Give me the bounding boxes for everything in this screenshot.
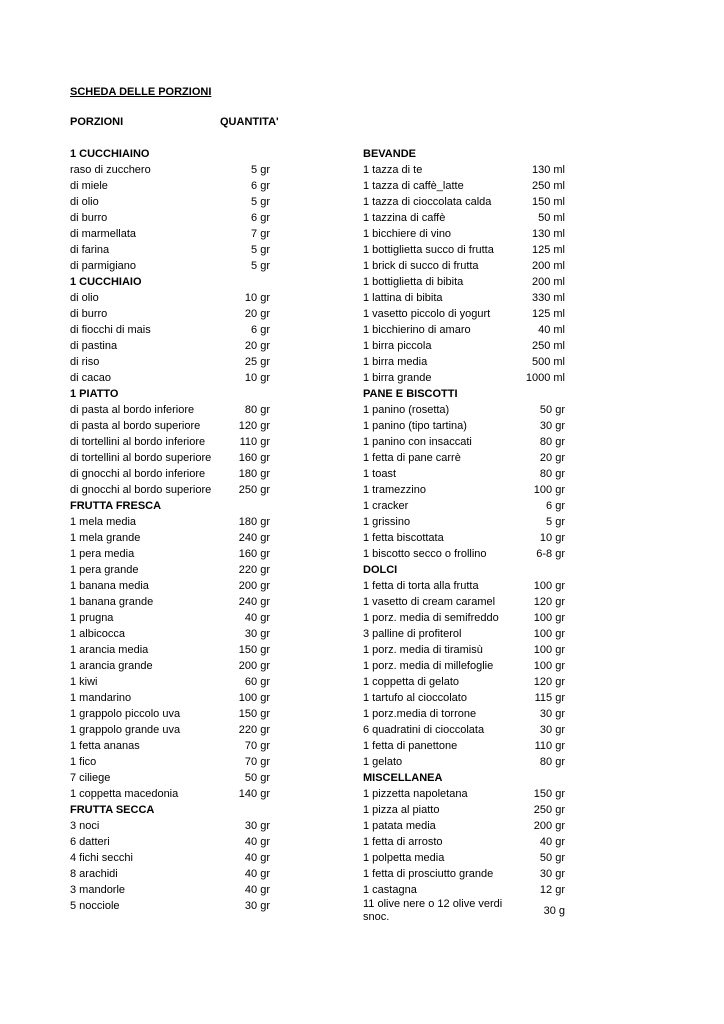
portion-row — [70, 626, 270, 642]
portion-quantity: 6 gr — [251, 324, 270, 336]
portion-row — [70, 786, 270, 802]
portion-quantity: 1000 ml — [525, 372, 565, 384]
portion-row — [363, 610, 565, 626]
portion-quantity: 115 gr — [534, 692, 565, 704]
portion-quantity: 40 gr — [244, 868, 270, 880]
portion-quantity: 80 gr — [244, 404, 270, 416]
section-heading — [70, 274, 270, 290]
portion-row — [363, 434, 565, 450]
section-heading — [70, 802, 270, 818]
portion-row — [363, 594, 565, 610]
portion-row — [70, 418, 270, 434]
portion-row — [363, 818, 565, 834]
portion-quantity: 500 ml — [531, 356, 565, 368]
portion-quantity: 150 ml — [531, 196, 565, 208]
portion-quantity: 80 gr — [539, 436, 565, 448]
portion-name: di gnocchi al bordo superiore — [70, 484, 212, 496]
portion-row — [363, 802, 565, 818]
portion-row — [363, 338, 565, 354]
portion-row — [70, 242, 270, 258]
portion-quantity: 250 ml — [531, 340, 565, 352]
portion-name: 1 tazza di caffè_latte — [363, 180, 464, 192]
portion-name: di olio — [70, 292, 99, 304]
portion-name: 1 albicocca — [70, 628, 126, 640]
portion-name: di pasta al bordo superiore — [70, 420, 201, 432]
section-heading — [363, 562, 565, 578]
section-heading — [70, 498, 270, 514]
portion-row — [70, 178, 270, 194]
portion-row — [70, 834, 270, 850]
portion-row — [70, 738, 270, 754]
portion-name: 1 fetta di panettone — [363, 740, 458, 752]
portion-name: 1 coppetta macedonia — [70, 788, 179, 800]
portion-row — [363, 882, 565, 898]
portion-quantity: 40 ml — [538, 324, 565, 336]
portion-quantity: 120 gr — [238, 420, 270, 432]
portion-quantity: 30 gr — [244, 820, 270, 832]
portion-name: 4 fichi secchi — [70, 852, 133, 864]
portion-name: 1 bicchierino di amaro — [363, 324, 471, 336]
portion-name: 1 panino (rosetta) — [363, 404, 450, 416]
portion-name: 1 castagna — [363, 884, 417, 896]
portion-name: raso di zucchero — [70, 164, 151, 176]
portion-name: 1 mela grande — [70, 532, 141, 544]
portion-row — [70, 706, 270, 722]
portion-name: 1 pizza al piatto — [363, 804, 440, 816]
portion-quantity: 330 ml — [531, 292, 565, 304]
portion-quantity: 100 gr — [533, 628, 565, 640]
portion-row — [70, 514, 270, 530]
left-portion-column — [70, 146, 270, 914]
portion-name: 1 tazza di te — [363, 164, 423, 176]
portion-name: 1 grappolo piccolo uva — [70, 708, 181, 720]
portion-quantity: 100 gr — [533, 660, 565, 672]
portion-name: 6 datteri — [70, 836, 110, 848]
portion-row — [363, 866, 565, 882]
portion-row — [70, 210, 270, 226]
portion-name: 1 fico — [70, 756, 97, 768]
portion-row — [70, 642, 270, 658]
portion-quantity: 60 gr — [244, 676, 270, 688]
portion-row — [70, 562, 270, 578]
portion-row — [70, 770, 270, 786]
portion-row — [363, 674, 565, 690]
portion-quantity: 140 gr — [238, 788, 270, 800]
portion-name: 1 arancia grande — [70, 660, 153, 672]
portion-row — [363, 290, 565, 306]
portion-row — [363, 722, 565, 738]
portion-quantity: 100 gr — [533, 644, 565, 656]
portion-row — [363, 578, 565, 594]
portion-row — [363, 418, 565, 434]
portion-name: 1 tazzina di caffè — [363, 212, 446, 224]
portion-quantity: 200 ml — [531, 276, 565, 288]
portion-quantity: 70 gr — [244, 756, 270, 768]
portion-row — [70, 354, 270, 370]
portion-quantity: 50 gr — [244, 772, 270, 784]
section-title: 1 CUCCHIAIO — [70, 276, 142, 288]
portion-row — [70, 898, 270, 914]
portion-quantity: 160 gr — [238, 548, 270, 560]
portion-quantity: 30 gr — [539, 868, 565, 880]
portion-quantity: 150 gr — [533, 788, 565, 800]
portion-name: 1 gelato — [363, 756, 403, 768]
section-heading — [363, 386, 565, 402]
section-heading — [70, 146, 270, 162]
portion-name: 1 toast — [363, 468, 397, 480]
portion-row — [363, 658, 565, 674]
portion-quantity: 120 gr — [533, 676, 565, 688]
portion-quantity: 120 gr — [533, 596, 565, 608]
portion-quantity: 80 gr — [539, 468, 565, 480]
portion-quantity: 30 gr — [244, 628, 270, 640]
portion-quantity: 240 gr — [238, 596, 270, 608]
section-heading — [70, 386, 270, 402]
portion-quantity: 5 gr — [251, 260, 270, 272]
portion-quantity: 50 gr — [539, 404, 565, 416]
portion-quantity: 6 gr — [251, 212, 270, 224]
portion-quantity: 40 gr — [244, 836, 270, 848]
portion-row — [363, 498, 565, 514]
portion-row — [70, 258, 270, 274]
portion-quantity: 200 gr — [533, 820, 565, 832]
portion-name: 1 coppetta di gelato — [363, 676, 460, 688]
portion-row — [363, 626, 565, 642]
portion-row — [70, 674, 270, 690]
portion-name: 1 birra media — [363, 356, 428, 368]
portion-quantity: 200 ml — [531, 260, 565, 272]
portion-row — [363, 194, 565, 210]
portion-row — [363, 850, 565, 866]
portion-name: 1 porz. media di semifreddo — [363, 612, 499, 624]
portion-row — [363, 402, 565, 418]
portion-name: 1 bottiglietta succo di frutta — [363, 244, 494, 256]
portion-quantity: 130 ml — [531, 164, 565, 176]
portion-row — [70, 754, 270, 770]
portion-name: 1 porz. media di millefoglie — [363, 660, 494, 672]
portion-quantity: 180 gr — [238, 468, 270, 480]
portion-name: 1 lattina di bibita — [363, 292, 443, 304]
portion-name: di marmellata — [70, 228, 137, 240]
portion-quantity: 250 gr — [238, 484, 270, 496]
section-title: DOLCI — [363, 564, 398, 576]
portion-row — [363, 322, 565, 338]
portion-row — [363, 834, 565, 850]
portion-name: 7 ciliege — [70, 772, 111, 784]
portion-quantity: 10 gr — [244, 292, 270, 304]
portion-name: 3 mandorle — [70, 884, 126, 896]
portion-row — [70, 434, 270, 450]
portion-name: 1 tramezzino — [363, 484, 426, 496]
portion-row — [70, 578, 270, 594]
portion-quantity: 25 gr — [244, 356, 270, 368]
portion-row — [70, 290, 270, 306]
portion-quantity: 130 ml — [531, 228, 565, 240]
portion-quantity: 80 gr — [539, 756, 565, 768]
portion-row — [363, 178, 565, 194]
portions-header: PORZIONI — [70, 116, 124, 128]
section-heading — [363, 146, 565, 162]
portion-quantity: 125 ml — [531, 244, 565, 256]
portion-name: di pasta al bordo inferiore — [70, 404, 195, 416]
portion-row — [363, 642, 565, 658]
portion-quantity: 20 gr — [244, 340, 270, 352]
portion-quantity: 110 gr — [534, 740, 565, 752]
portion-quantity: 240 gr — [238, 532, 270, 544]
portion-name: 1 fetta di arrosto — [363, 836, 443, 848]
portion-name: 1 fetta di prosciutto grande — [363, 868, 494, 880]
portion-quantity: 5 gr — [546, 516, 565, 528]
portion-row — [70, 162, 270, 178]
portion-row — [363, 354, 565, 370]
portion-name: 1 birra piccola — [363, 340, 432, 352]
portion-row — [363, 530, 565, 546]
portion-quantity: 220 gr — [238, 724, 270, 736]
portion-name: 1 grissino — [363, 516, 411, 528]
portion-name: di burro — [70, 308, 108, 320]
portion-name: 1 prugna — [70, 612, 114, 624]
portion-name: 1 tazza di cioccolata calda — [363, 196, 492, 208]
section-title: 1 CUCCHIAINO — [70, 148, 150, 160]
portion-quantity: 125 ml — [531, 308, 565, 320]
quantity-header: QUANTITA' — [220, 116, 279, 128]
portion-quantity: 160 gr — [238, 452, 270, 464]
portion-row — [363, 514, 565, 530]
portion-name: 1 birra grande — [363, 372, 432, 384]
portion-row — [363, 162, 565, 178]
portion-quantity: 5 gr — [251, 244, 270, 256]
portion-quantity: 40 gr — [539, 836, 565, 848]
portion-quantity: 20 gr — [539, 452, 565, 464]
portion-row — [363, 370, 565, 386]
portion-name: 1 kiwi — [70, 676, 98, 688]
portion-row — [363, 786, 565, 802]
portion-row — [70, 658, 270, 674]
portion-quantity: 100 gr — [533, 612, 565, 624]
portion-row — [70, 322, 270, 338]
portion-row — [363, 690, 565, 706]
portion-name: 1 pizzetta napoletana — [363, 788, 468, 800]
portion-name: di olio — [70, 196, 99, 208]
portion-quantity: 10 gr — [244, 372, 270, 384]
portion-row — [70, 370, 270, 386]
section-title: FRUTTA SECCA — [70, 804, 155, 816]
portion-quantity: 200 gr — [238, 580, 270, 592]
portion-quantity: 10 gr — [539, 532, 565, 544]
right-portion-column — [363, 146, 565, 926]
portion-row — [70, 594, 270, 610]
portion-name: 1 polpetta media — [363, 852, 445, 864]
portion-quantity: 40 gr — [244, 852, 270, 864]
portion-quantity: 200 gr — [238, 660, 270, 672]
portion-quantity: 30 gr — [539, 708, 565, 720]
portion-quantity: 12 gr — [539, 884, 565, 896]
portion-name: 6 quadratini di cioccolata — [363, 724, 485, 736]
portion-name: di cacao — [70, 372, 111, 384]
portion-quantity: 30 gr — [539, 724, 565, 736]
portion-quantity: 5 gr — [251, 164, 270, 176]
portion-name: 1 pera media — [70, 548, 135, 560]
portion-name: 5 nocciole — [70, 900, 120, 912]
portion-row — [363, 546, 565, 562]
portion-row — [70, 722, 270, 738]
section-title: FRUTTA FRESCA — [70, 500, 162, 512]
portion-row — [70, 306, 270, 322]
portion-row — [363, 226, 565, 242]
portion-quantity: 30 gr — [244, 900, 270, 912]
portion-row — [70, 818, 270, 834]
portion-name: 1 porz.media di torrone — [363, 708, 477, 720]
portion-row — [363, 274, 565, 290]
portion-quantity: 100 gr — [533, 580, 565, 592]
portion-name: 1 vasetto piccolo di yogurt — [363, 308, 491, 320]
portion-quantity: 70 gr — [244, 740, 270, 752]
portion-quantity: 6 gr — [546, 500, 565, 512]
portion-row — [70, 850, 270, 866]
portion-row — [70, 530, 270, 546]
portion-row — [363, 210, 565, 226]
portion-name: 1 fetta di torta alla frutta — [363, 580, 479, 592]
portion-name: di pastina — [70, 340, 118, 352]
portion-name: 1 pera grande — [70, 564, 139, 576]
portion-row — [70, 610, 270, 626]
portion-name: di burro — [70, 212, 108, 224]
portion-name: 3 noci — [70, 820, 100, 832]
portion-name: 1 porz. media di tiramisù — [363, 644, 483, 656]
portion-quantity: 150 gr — [238, 708, 270, 720]
portion-row — [363, 754, 565, 770]
portion-quantity: 50 ml — [538, 212, 565, 224]
portion-name: 1 fetta ananas — [70, 740, 140, 752]
section-title: MISCELLANEA — [363, 772, 443, 784]
portion-name: di gnocchi al bordo inferiore — [70, 468, 206, 480]
portion-name: di farina — [70, 244, 110, 256]
portion-name: 1 mela media — [70, 516, 137, 528]
portion-quantity: 40 gr — [244, 612, 270, 624]
portion-quantity: 110 gr — [239, 436, 270, 448]
portion-row — [363, 738, 565, 754]
portion-quantity: 30 g — [543, 905, 565, 917]
portion-quantity: 6-8 gr — [536, 548, 565, 560]
portion-name: 8 arachidi — [70, 868, 118, 880]
portion-row — [363, 706, 565, 722]
portion-quantity: 250 gr — [533, 804, 565, 816]
portion-quantity: 150 gr — [238, 644, 270, 656]
portion-row — [70, 450, 270, 466]
portion-row — [363, 450, 565, 466]
portion-row — [70, 338, 270, 354]
section-heading — [363, 770, 565, 786]
portion-name: 1 brick di succo di frutta — [363, 260, 479, 272]
portion-row — [363, 306, 565, 322]
section-title: 1 PIATTO — [70, 388, 119, 400]
portion-row — [363, 258, 565, 274]
portion-name: 1 bicchiere di vino — [363, 228, 452, 240]
portion-quantity: 40 gr — [244, 884, 270, 896]
portion-row — [70, 882, 270, 898]
portion-row — [70, 546, 270, 562]
portion-name: 3 palline di profiterol — [363, 628, 462, 640]
portion-name: 1 panino (tipo tartina) — [363, 420, 467, 432]
portion-quantity: 5 gr — [251, 196, 270, 208]
portion-quantity: 250 ml — [531, 180, 565, 192]
portion-quantity: 180 gr — [238, 516, 270, 528]
portion-name: 11 olive nere o 12 olive verdi snoc. — [363, 898, 503, 923]
portion-row — [70, 466, 270, 482]
portion-row — [70, 194, 270, 210]
portion-name: 1 fetta biscottata — [363, 532, 444, 544]
portion-name: 1 banana media — [70, 580, 149, 592]
portion-name: 1 grappolo grande uva — [70, 724, 181, 736]
portion-name: 1 banana grande — [70, 596, 154, 608]
section-title: BEVANDE — [363, 148, 416, 160]
portion-row — [70, 402, 270, 418]
document-title: SCHEDA DELLE PORZIONI — [70, 86, 212, 98]
portion-row — [363, 898, 565, 926]
portion-quantity: 7 gr — [251, 228, 270, 240]
portion-name: 1 mandarino — [70, 692, 132, 704]
portion-quantity: 220 gr — [238, 564, 270, 576]
portion-name: 1 patata media — [363, 820, 436, 832]
portion-name: di parmigiano — [70, 260, 137, 272]
portion-row — [363, 482, 565, 498]
portion-quantity: 20 gr — [244, 308, 270, 320]
portion-name: 1 fetta di pane carrè — [363, 452, 461, 464]
portion-name: 1 arancia media — [70, 644, 149, 656]
portion-name: di tortellini al bordo superiore — [70, 452, 212, 464]
portion-name: 1 vasetto di cream caramel — [363, 596, 496, 608]
portion-name: di miele — [70, 180, 108, 192]
portion-name: 1 tartufo al cioccolato — [363, 692, 467, 704]
portion-name: 1 panino con insaccati — [363, 436, 472, 448]
portion-name: di tortellini al bordo inferiore — [70, 436, 206, 448]
portion-quantity: 6 gr — [251, 180, 270, 192]
portion-name: 1 bottiglietta di bibita — [363, 276, 464, 288]
portion-row — [70, 482, 270, 498]
portion-row — [363, 466, 565, 482]
portion-name: 1 cracker — [363, 500, 409, 512]
portion-quantity: 100 gr — [533, 484, 565, 496]
portion-quantity: 30 gr — [539, 420, 565, 432]
portion-row — [70, 226, 270, 242]
section-title: PANE E BISCOTTI — [363, 388, 458, 400]
portion-name: di riso — [70, 356, 100, 368]
portion-name: 1 biscotto secco o frollino — [363, 548, 487, 560]
portion-quantity: 50 gr — [539, 852, 565, 864]
portion-quantity: 100 gr — [238, 692, 270, 704]
portion-row — [70, 866, 270, 882]
portion-row — [363, 242, 565, 258]
portion-row — [70, 690, 270, 706]
portion-name: di fiocchi di mais — [70, 324, 151, 336]
